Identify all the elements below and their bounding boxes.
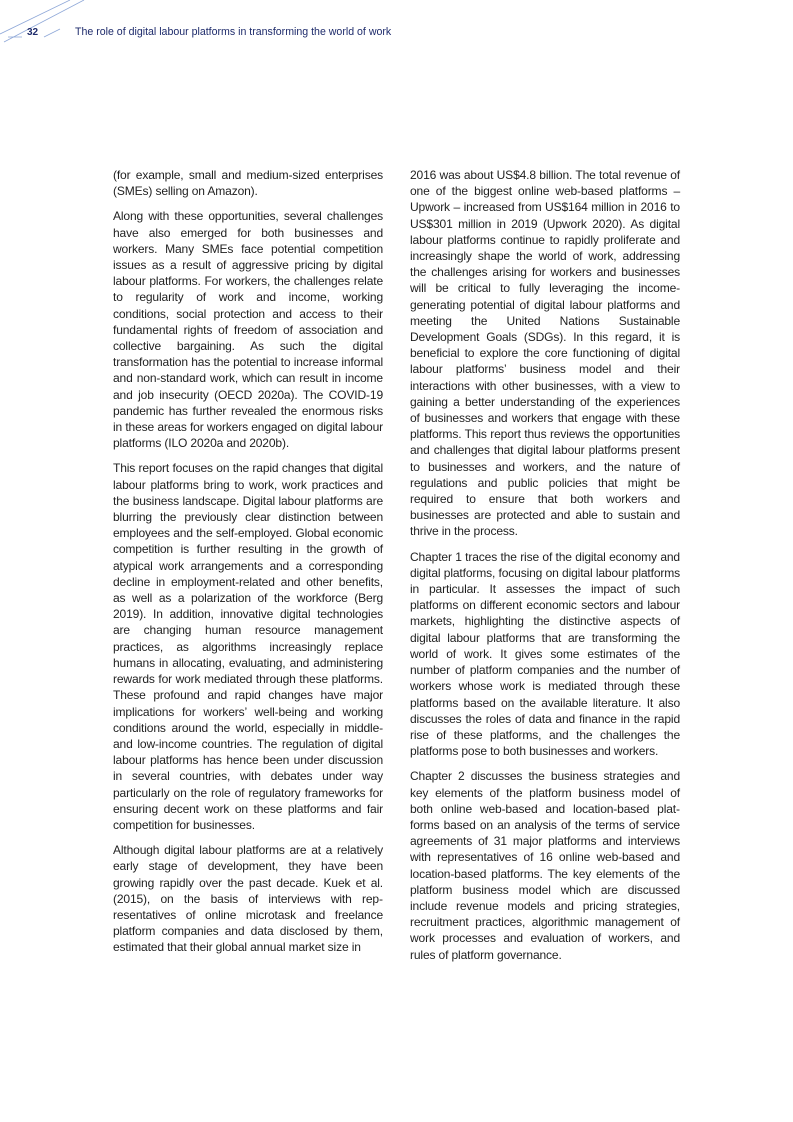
paragraph: This report focuses on the rapid changes that digital labour platforms bring to work, work practices and the business landscape. Digital labour platforms are blurring the previously clear distinction between employees and the self-employed. Global economic competition is further resulting in the growth of atypical work arrangements and a corresponding decline in employment-related and other benefits, as well as a polarization of the workforce (Berg 2019). In addition, innovative digital technologies are changing human resource management practices, as algorithms increasingly replace humans in allocating, evaluating, and administering rewards for work mediated through these platforms. These profound and rapid changes have major implications for workers’ well-being and working conditions around the world, especially in middle- and low-income countries. The regulation of digital labour platforms has hence been under discussion in several countries, with debates under way particularly on the role of regulatory frameworks for ensuring decent work on these platforms and fair competition for businesses.	[113, 461, 383, 832]
left-column	[113, 167, 383, 972]
paragraph: (for example, small and medium-sized enterprises (SMEs) selling on Amazon).	[113, 168, 383, 199]
body-text	[113, 167, 680, 972]
page-header	[0, 0, 793, 60]
page-number: 32	[27, 27, 39, 38]
paragraph: Along with these opportunities, several challenges have also emerged for both businesses and workers. Many SMEs face potential competition issues as a result of aggressive pricing by digital labour platforms. For workers, the challenges relate to regularity of work and income, working conditions, social protection and access to their fundamental rights of freedom of association and collective bargaining. As such the digital transformation has the potential to increase informal and non-standard work, which can result in income and job insecurity (OECD 2020a). The COVID-19 pandemic has further revealed the enormous risks in these areas for workers engaged on digital labour platforms (ILO 2020a and 2020b).	[113, 209, 383, 451]
paragraph: Chapter 1 traces the rise of the digital economy and digital platforms, focusing on digital labour platforms in particular. It assesses the impact of such platforms on different economic sectors and labour markets, highlighting the distinctive aspects of digital labour platforms that are transforming the world of work. It gives some estimates of the number of platform companies and the number of workers whose work is mediated through these platforms based on the available literature. It also discusses the roles of data and finance in the rapid rise of these platforms, and the challenges the platforms pose to both businesses and workers.	[410, 549, 680, 759]
header-decoration-lines	[0, 0, 130, 45]
right-column	[410, 167, 680, 972]
paragraph: Chapter 2 discusses the business strategies and key elements of the platform business model of both online web-based and location-based platforms based on an analysis of the terms of service agreements of 31 major platforms and interviews with representatives of 16 online web-based and location-based platforms. The key elements of the platform business model which are discussed include revenue models and pricing strategies, recruitment practices, algorithmic management of work processes and evaluation of workers, and rules of platform governance.	[410, 769, 680, 962]
running-title: The role of digital labour platforms in transforming the world of work	[75, 26, 392, 38]
paragraph: 2016 was about US$4.8 billion. The total revenue of one of the biggest online web-based platforms – Upwork – increased from US$164 million in 2016 to US$301 million in 2019 (Upwork 2020). As digital labour platforms continue to rapidly proliferate and increasingly shape the world of work, addressing the challenges arising for workers and businesses will be critical to fully leveraging the income-generating potential of digital labour platforms and meeting the United Nations Sustainable Development Goals (SDGs). In this regard, it is beneficial to explore the core functioning of digital labour platforms’ business model and their interactions with other businesses, with a view to gaining a better understanding of the experiences of businesses and workers that engage with these platforms. This report thus reviews the opportunities and challenges that digital labour platforms present to businesses and workers, and the nature of regulations and public policies that might be required to ensure that both workers and businesses are protected and able to sustain and thrive in the process.	[410, 168, 680, 539]
paragraph: Although digital labour platforms are at a relatively early stage of development, they have been growing rapidly over the past decade. Kuek et al. (2015), on the basis of interviews with representatives of online microtask and freelance platform companies and data disclosed by them, estimated that their global annual market size in	[113, 843, 383, 955]
